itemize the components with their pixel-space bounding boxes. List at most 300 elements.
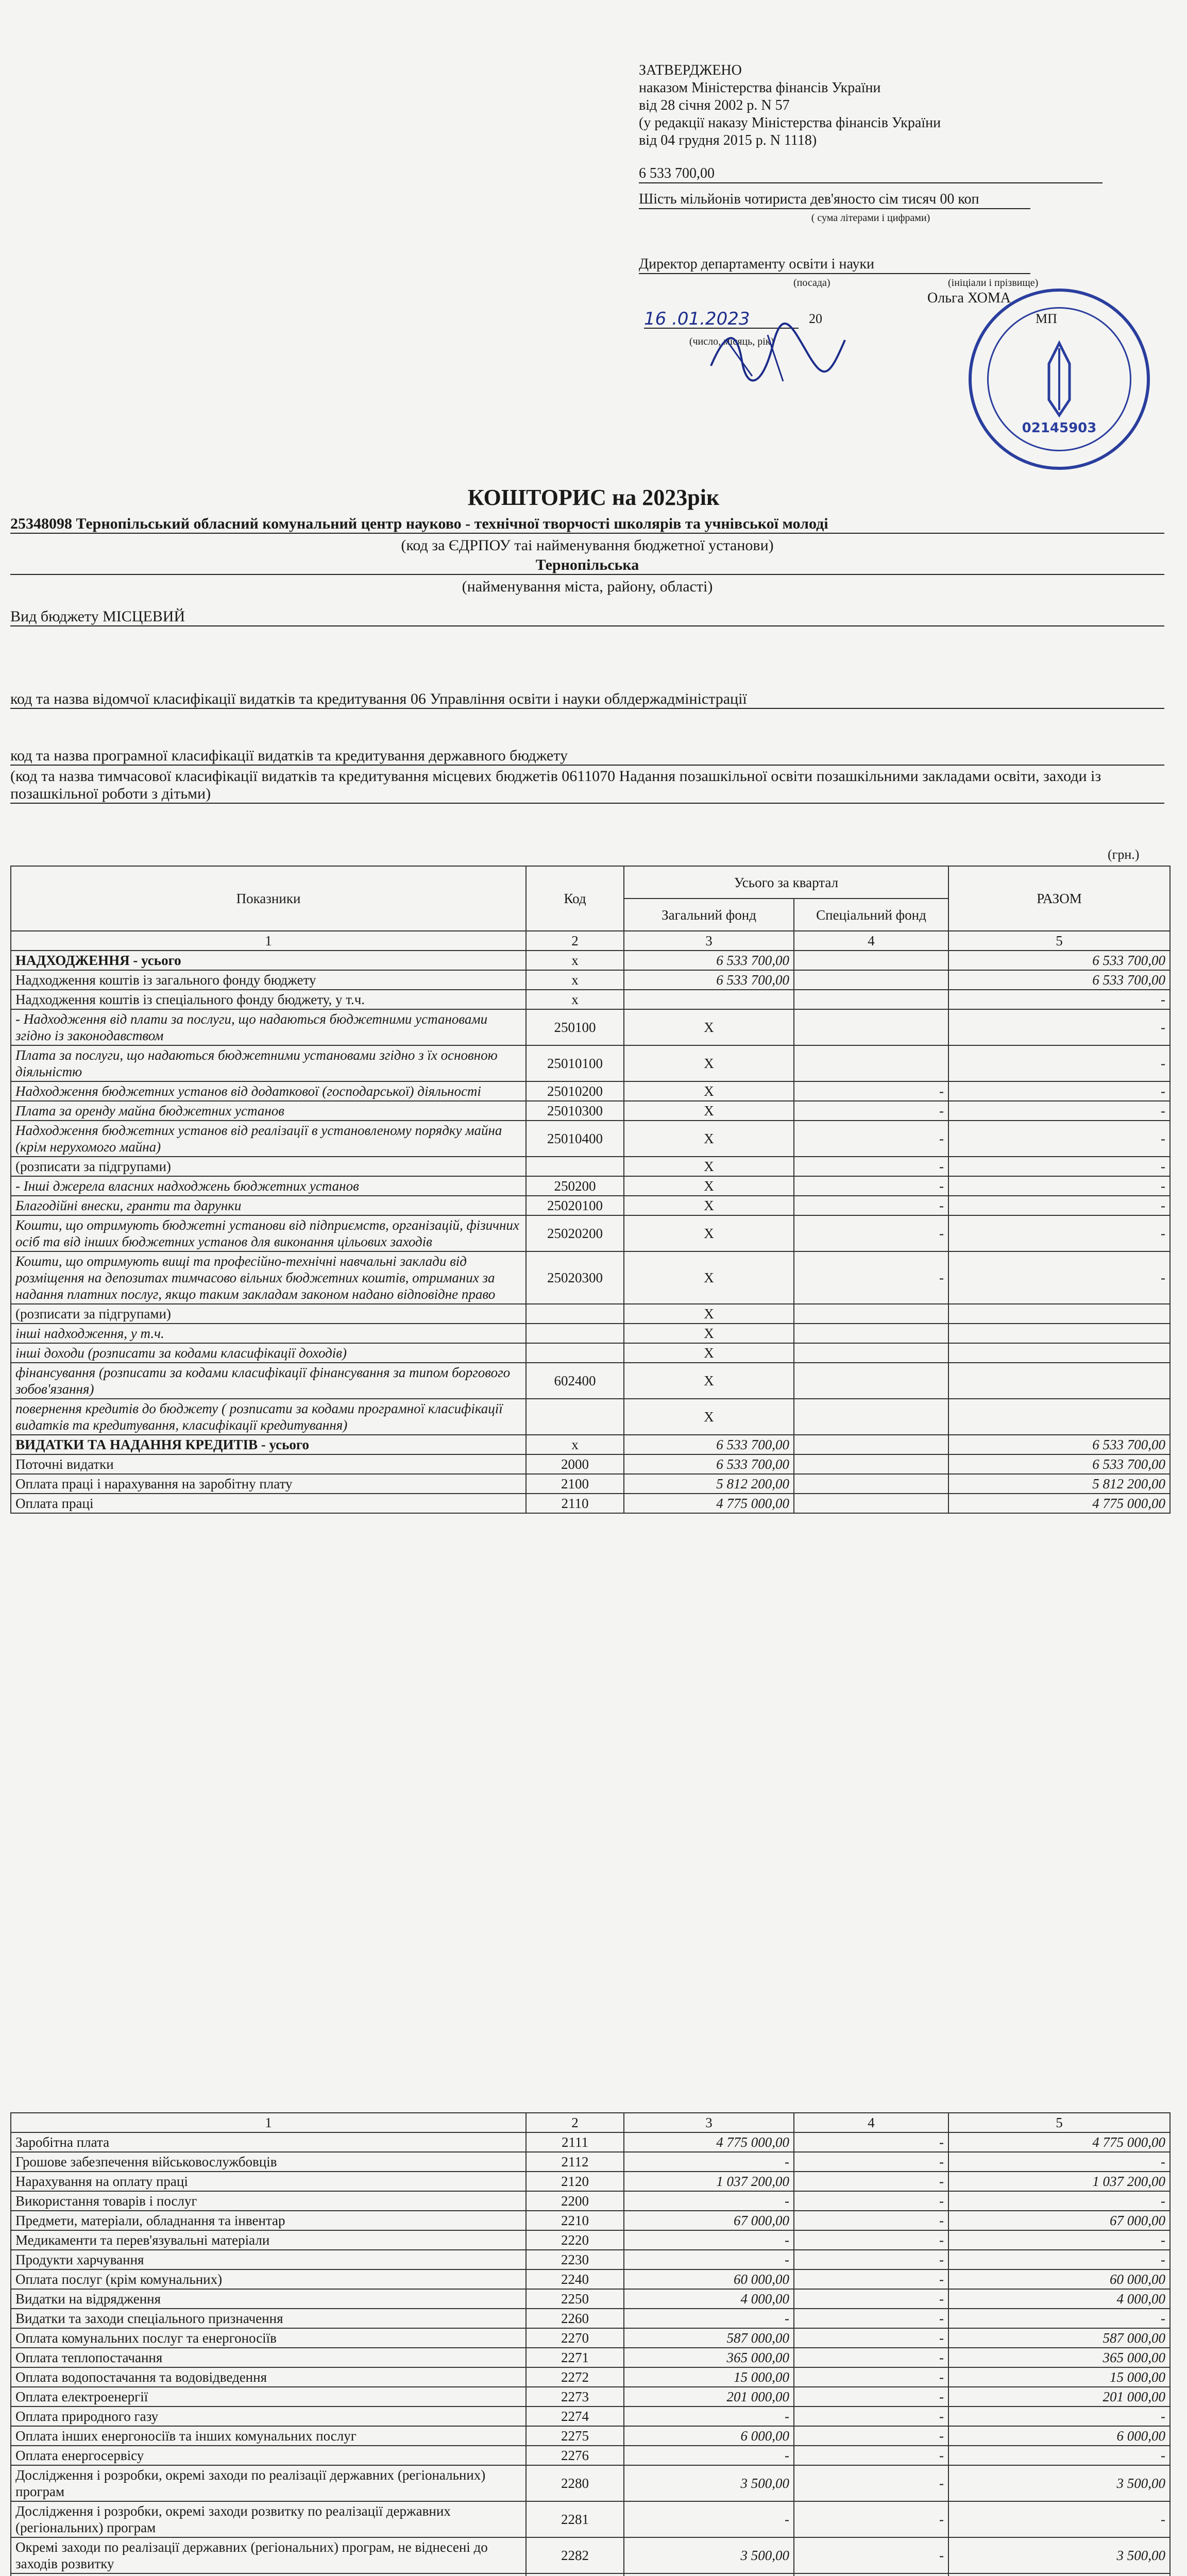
row-total: -	[948, 1157, 1170, 1176]
row-code: 2112	[526, 2152, 624, 2172]
row-general-fund: X	[624, 1157, 794, 1176]
row-code: 2220	[526, 2230, 624, 2250]
col2-num-5: 5	[948, 2113, 1170, 2132]
approval-date: 16 .01.2023	[644, 310, 799, 329]
row-code: x	[526, 1435, 624, 1454]
table-row	[11, 1435, 1170, 1454]
row-general-fund: X	[624, 1196, 794, 1215]
table-row	[11, 1474, 1170, 1494]
row-special-fund: -	[794, 2406, 948, 2426]
table-row	[11, 1399, 1170, 1435]
row-code: 2240	[526, 2269, 624, 2289]
row-code: 25020200	[526, 1215, 624, 1251]
row-total: -	[948, 1081, 1170, 1101]
row-code: 2272	[526, 2367, 624, 2387]
row-special-fund: -	[794, 1121, 948, 1157]
department-code: код та назва відомчої класифікації видатків та кредитування 06 Управління освіти і науки облдержадміністрації	[10, 690, 1164, 709]
row-general-fund: 4 775 000,00	[624, 1494, 794, 1513]
row-total: 15 000,00	[948, 2367, 1170, 2387]
program-code: код та назва програмної класифікації видатків та кредитування державного бюджету	[10, 747, 1164, 766]
row-code: 2282	[526, 2537, 624, 2573]
table-row	[11, 970, 1170, 990]
row-special-fund	[794, 1363, 948, 1399]
row-name: Оплата комунальних послуг та енергоносіїв	[11, 2328, 526, 2348]
header-sum: РАЗОМ	[948, 866, 1170, 931]
table-row	[11, 2348, 1170, 2367]
row-name: Оплата електроенергії	[11, 2387, 526, 2406]
approval-director: Директор департаменту освіти і науки	[639, 256, 1030, 274]
row-code: 2100	[526, 1474, 624, 1494]
col2-num-2: 2	[526, 2113, 624, 2132]
row-general-fund: X	[624, 1304, 794, 1324]
row-code: 25010400	[526, 1121, 624, 1157]
row-total	[948, 1363, 1170, 1399]
row-general-fund: X	[624, 1251, 794, 1304]
row-total: 365 000,00	[948, 2348, 1170, 2367]
row-total: 4 775 000,00	[948, 2132, 1170, 2152]
row-code: 2273	[526, 2387, 624, 2406]
row-total	[948, 2573, 1170, 2576]
row-general-fund: 6 533 700,00	[624, 1454, 794, 1474]
table-row	[11, 2465, 1170, 2501]
row-general-fund: 4 000,00	[624, 2289, 794, 2309]
row-total: -	[948, 2230, 1170, 2250]
table-row	[11, 1363, 1170, 1399]
row-general-fund: -	[624, 2446, 794, 2465]
row-special-fund: -	[794, 1176, 948, 1196]
row-special-fund	[794, 951, 948, 970]
row-code	[526, 2573, 624, 2576]
row-general-fund: X	[624, 1343, 794, 1363]
row-name: Поточні видатки	[11, 1454, 526, 1474]
row-total: 67 000,00	[948, 2211, 1170, 2230]
row-general-fund: -	[624, 2230, 794, 2250]
table-row	[11, 1304, 1170, 1324]
row-name: Оплата теплопостачання	[11, 2348, 526, 2367]
row-name: ВИДАТКИ ТА НАДАННЯ КРЕДИТІВ - усього	[11, 1435, 526, 1454]
row-general-fund: X	[624, 1399, 794, 1435]
row-code	[526, 1324, 624, 1343]
row-name: Кошти, що отримують вищі та професійно-технічні навчальні заклади від розміщення на депозитах тимчасово вільних бюджетних коштів, отриманих за надання платних послуг, якщо таким закладам законом надано відповідне право	[11, 1251, 526, 1304]
row-special-fund: -	[794, 2465, 948, 2501]
director-caption-left: (посада)	[793, 277, 830, 289]
row-total: 6 533 700,00	[948, 951, 1170, 970]
row-general-fund: 6 533 700,00	[624, 970, 794, 990]
row-code: 602400	[526, 1363, 624, 1399]
row-special-fund: -	[794, 1215, 948, 1251]
col-num-2: 2	[526, 931, 624, 951]
row-total: 6 533 700,00	[948, 970, 1170, 990]
row-special-fund: -	[794, 2269, 948, 2289]
approval-amount-words: Шість мільйонів чотириста дев'яносто сім тисяч 00 коп	[639, 191, 1030, 209]
row-general-fund: -	[624, 2501, 794, 2537]
table-row	[11, 990, 1170, 1009]
row-special-fund	[794, 1474, 948, 1494]
row-general-fund: X	[624, 1176, 794, 1196]
table-row	[11, 1494, 1170, 1513]
row-name: Грошове забезпечення військовослужбовців	[11, 2152, 526, 2172]
row-name: Надходження коштів із спеціального фонду бюджету, у т.ч.	[11, 990, 526, 1009]
row-total: 3 500,00	[948, 2465, 1170, 2501]
row-total: 4 775 000,00	[948, 1494, 1170, 1513]
row-general-fund: 3 500,00	[624, 2465, 794, 2501]
header-indicators: Показники	[11, 866, 526, 931]
table-row	[11, 2172, 1170, 2191]
approval-line-2: наказом Міністерства фінансів України	[639, 80, 881, 96]
approval-mp: МП	[1036, 311, 1057, 326]
row-general-fund: 67 000,00	[624, 2211, 794, 2230]
table-row	[11, 2387, 1170, 2406]
table-row	[11, 1324, 1170, 1343]
row-general-fund: X	[624, 1009, 794, 1045]
row-special-fund: -	[794, 2132, 948, 2152]
row-total: -	[948, 1101, 1170, 1121]
row-code: 2110	[526, 1494, 624, 1513]
row-general-fund: -	[624, 2309, 794, 2328]
row-name: інші доходи (розписати за кодами класифікації доходів)	[11, 1343, 526, 1363]
col-num-3: 3	[624, 931, 794, 951]
row-code: 2250	[526, 2289, 624, 2309]
col2-num-4: 4	[794, 2113, 948, 2132]
organization: 25348098 Тернопільський обласний комунальний центр науково - технічної творчості школярів та учнівської молоді	[10, 515, 1164, 534]
row-name: Оплата енергосервісу	[11, 2446, 526, 2465]
row-code: x	[526, 990, 624, 1009]
header-general-fund: Загальний фонд	[624, 899, 794, 931]
row-general-fund: 587 000,00	[624, 2328, 794, 2348]
row-name: НАДХОДЖЕННЯ - усього	[11, 951, 526, 970]
row-name: - Надходження від плати за послуги, що надаються бюджетними установами згідно із законодавством	[11, 1009, 526, 1045]
row-special-fund	[794, 970, 948, 990]
row-special-fund	[794, 1399, 948, 1435]
row-total: 4 000,00	[948, 2289, 1170, 2309]
table-row	[11, 2328, 1170, 2348]
row-special-fund: -	[794, 2348, 948, 2367]
row-name: Оплата водопостачання та водовідведення	[11, 2367, 526, 2387]
row-special-fund: -	[794, 2328, 948, 2348]
row-special-fund: -	[794, 1101, 948, 1121]
row-code: x	[526, 970, 624, 990]
row-general-fund: 1 037 200,00	[624, 2172, 794, 2191]
col2-num-1: 1	[11, 2113, 526, 2132]
table-row	[11, 951, 1170, 970]
row-special-fund: -	[794, 1157, 948, 1176]
row-name: Оплата природного газу	[11, 2406, 526, 2426]
row-code: 2275	[526, 2426, 624, 2446]
row-total: -	[948, 1045, 1170, 1081]
organization-caption: (код за ЄДРПОУ таі найменування бюджетної установи)	[401, 537, 774, 554]
approval-line-5: від 04 грудня 2015 р. N 1118)	[639, 132, 817, 148]
table-row	[11, 1176, 1170, 1196]
row-special-fund	[794, 990, 948, 1009]
row-general-fund	[624, 2573, 794, 2576]
row-code: 2120	[526, 2172, 624, 2191]
row-special-fund	[794, 1435, 948, 1454]
row-total	[948, 1399, 1170, 1435]
local-code: (код та назва тимчасової класифікації видатків та кредитування місцевих бюджетів 0611070 Надання позашкільної освіти позашкільними закладами освіти, заходи із позашкільної роботи з дітьми)	[10, 768, 1164, 804]
row-total: -	[948, 2501, 1170, 2537]
table-row	[11, 2406, 1170, 2426]
row-name: Плата за послуги, що надаються бюджетними установами згідно з їх основною діяльністю	[11, 1045, 526, 1081]
row-name: Кошти, що отримують бюджетні установи від підприємств, організацій, фізичних осіб та від інших бюджетних установ для виконання цільових заходів	[11, 1215, 526, 1251]
row-special-fund: -	[794, 1251, 948, 1304]
row-general-fund: 365 000,00	[624, 2348, 794, 2367]
row-name: Дослідження і розробки, окремі заходи розвитку по реалізації державних (регіональних) програм	[11, 2501, 526, 2537]
table-row	[11, 2367, 1170, 2387]
table-row	[11, 2269, 1170, 2289]
row-general-fund: -	[624, 2406, 794, 2426]
row-special-fund: -	[794, 2211, 948, 2230]
city: Тернопільська	[10, 556, 1164, 575]
row-general-fund: X	[624, 1081, 794, 1101]
row-code: 25020100	[526, 1196, 624, 1215]
row-name: Надходження бюджетних установ від реалізації в установленому порядку майна (крім нерухомого майна)	[11, 1121, 526, 1157]
row-name: Благодійні внески, гранти та дарунки	[11, 1196, 526, 1215]
table-row	[11, 2191, 1170, 2211]
row-code: 25020300	[526, 1251, 624, 1304]
row-total: 6 000,00	[948, 2426, 1170, 2446]
row-total: 6 533 700,00	[948, 1435, 1170, 1454]
row-name	[11, 2573, 526, 2576]
row-general-fund: X	[624, 1215, 794, 1251]
row-total: -	[948, 990, 1170, 1009]
row-code: 2000	[526, 1454, 624, 1474]
budget-type: Вид бюджету МІСЦЕВИЙ	[10, 608, 1164, 626]
row-name: Надходження коштів із загального фонду бюджету	[11, 970, 526, 990]
row-total: 1 037 200,00	[948, 2172, 1170, 2191]
row-code	[526, 1304, 624, 1324]
director-caption-right: (ініціали і прізвище)	[948, 277, 1039, 289]
col-num-1: 1	[11, 931, 526, 951]
row-general-fund: X	[624, 1045, 794, 1081]
row-total: 60 000,00	[948, 2269, 1170, 2289]
approval-year: 20	[809, 311, 822, 326]
row-special-fund: -	[794, 2501, 948, 2537]
row-code: 2270	[526, 2328, 624, 2348]
row-code: 25010100	[526, 1045, 624, 1081]
row-name: Нарахування на оплату праці	[11, 2172, 526, 2191]
table-row	[11, 2211, 1170, 2230]
row-name: Медикаменти та перев'язувальні матеріали	[11, 2230, 526, 2250]
row-total: -	[948, 1121, 1170, 1157]
row-code	[526, 1399, 624, 1435]
row-general-fund: 6 000,00	[624, 2426, 794, 2446]
approval-amount: 6 533 700,00	[639, 165, 1103, 183]
row-code: 2274	[526, 2406, 624, 2426]
row-code: 2271	[526, 2348, 624, 2367]
row-special-fund: -	[794, 2172, 948, 2191]
row-name: Предмети, матеріали, обладнання та інвентар	[11, 2211, 526, 2230]
row-name: Оплата інших енергоносіїв та інших комунальних послуг	[11, 2426, 526, 2446]
row-total: -	[948, 2191, 1170, 2211]
row-total: 6 533 700,00	[948, 1454, 1170, 1474]
top-stamp-code: 02145903	[1022, 420, 1097, 436]
table-row	[11, 2446, 1170, 2465]
row-total: -	[948, 2250, 1170, 2269]
row-special-fund	[794, 1304, 948, 1324]
table-row	[11, 1454, 1170, 1474]
row-name: Видатки на відрядження	[11, 2289, 526, 2309]
row-general-fund: 15 000,00	[624, 2367, 794, 2387]
row-name: - Інші джерела власних надходжень бюджетних установ	[11, 1176, 526, 1196]
row-special-fund: -	[794, 2446, 948, 2465]
row-code	[526, 1157, 624, 1176]
row-special-fund	[794, 2573, 948, 2576]
row-total: -	[948, 2309, 1170, 2328]
row-special-fund	[794, 1343, 948, 1363]
table-row	[11, 1009, 1170, 1045]
row-general-fund: X	[624, 1101, 794, 1121]
row-general-fund: 3 500,00	[624, 2537, 794, 2573]
row-special-fund: -	[794, 2191, 948, 2211]
table-row	[11, 1251, 1170, 1304]
table-row	[11, 1121, 1170, 1157]
col2-num-3: 3	[624, 2113, 794, 2132]
row-code: 2210	[526, 2211, 624, 2230]
row-total: -	[948, 2152, 1170, 2172]
approval-line-1: ЗАТВЕРДЖЕНО	[639, 62, 742, 78]
row-code: 25010300	[526, 1101, 624, 1121]
row-special-fund: -	[794, 2309, 948, 2328]
estimate-table-part2	[10, 2112, 1171, 2576]
row-name: Використання товарів і послуг	[11, 2191, 526, 2211]
row-code: 2260	[526, 2309, 624, 2328]
row-name: Оплата праці і нарахування на заробітну плату	[11, 1474, 526, 1494]
row-name: (розписати за підгрупами)	[11, 1157, 526, 1176]
row-special-fund: -	[794, 1081, 948, 1101]
row-general-fund	[624, 990, 794, 1009]
row-name: Плата за оренду майна бюджетних установ	[11, 1101, 526, 1121]
table-row	[11, 1343, 1170, 1363]
row-code	[526, 1343, 624, 1363]
row-total: -	[948, 1251, 1170, 1304]
row-name: фінансування (розписати за кодами класифікації фінансування за типом боргового зобов'язання)	[11, 1363, 526, 1399]
row-general-fund: X	[624, 1121, 794, 1157]
table-row	[11, 2289, 1170, 2309]
row-total: -	[948, 1196, 1170, 1215]
row-code: 2280	[526, 2465, 624, 2501]
row-name: Продукти харчування	[11, 2250, 526, 2269]
table-row	[11, 2426, 1170, 2446]
approval-line-4: (у редакції наказу Міністерства фінансів України	[639, 115, 941, 131]
row-code: 2281	[526, 2501, 624, 2537]
table-row	[11, 2250, 1170, 2269]
table-row	[11, 2573, 1170, 2576]
row-total: 201 000,00	[948, 2387, 1170, 2406]
row-total: -	[948, 2406, 1170, 2426]
row-special-fund	[794, 1045, 948, 1081]
row-general-fund: X	[624, 1363, 794, 1399]
row-general-fund: X	[624, 1324, 794, 1343]
row-name: Оплата праці	[11, 1494, 526, 1513]
row-general-fund: -	[624, 2191, 794, 2211]
row-special-fund	[794, 1324, 948, 1343]
row-total: -	[948, 1176, 1170, 1196]
row-general-fund: -	[624, 2250, 794, 2269]
row-special-fund: -	[794, 2250, 948, 2269]
row-special-fund: -	[794, 2289, 948, 2309]
table-row	[11, 1101, 1170, 1121]
city-caption: (найменування міста, району, області)	[462, 578, 713, 595]
row-special-fund	[794, 1494, 948, 1513]
row-total: -	[948, 1215, 1170, 1251]
currency-note: (грн.)	[1108, 847, 1140, 862]
row-general-fund: 4 775 000,00	[624, 2132, 794, 2152]
row-name: повернення кредитів до бюджету ( розписати за кодами програмної класифікації видатків та кредитування, класифікації кредитування)	[11, 1399, 526, 1435]
row-name: Оплата послуг (крім комунальних)	[11, 2269, 526, 2289]
row-special-fund	[794, 1009, 948, 1045]
director-name: Ольга ХОМА	[927, 290, 1011, 306]
department-stamp	[969, 289, 1150, 470]
row-code: 2230	[526, 2250, 624, 2269]
row-code: 250200	[526, 1176, 624, 1196]
table-row	[11, 1215, 1170, 1251]
row-special-fund: -	[794, 2537, 948, 2573]
table-row	[11, 2152, 1170, 2172]
table-row	[11, 2132, 1170, 2152]
row-special-fund: -	[794, 2367, 948, 2387]
table-row	[11, 2537, 1170, 2573]
row-name: (розписати за підгрупами)	[11, 1304, 526, 1324]
row-total: -	[948, 1009, 1170, 1045]
row-special-fund: -	[794, 2387, 948, 2406]
table-row	[11, 1157, 1170, 1176]
row-total: -	[948, 2446, 1170, 2465]
row-general-fund: 6 533 700,00	[624, 951, 794, 970]
row-code: 2200	[526, 2191, 624, 2211]
row-total	[948, 1304, 1170, 1324]
table-row	[11, 2501, 1170, 2537]
row-total: 5 812 200,00	[948, 1474, 1170, 1494]
row-special-fund: -	[794, 2152, 948, 2172]
row-code: 2111	[526, 2132, 624, 2152]
row-code: 25010200	[526, 1081, 624, 1101]
table-row	[11, 1045, 1170, 1081]
row-name: інші надходження, у т.ч.	[11, 1324, 526, 1343]
row-general-fund: -	[624, 2152, 794, 2172]
row-general-fund: 60 000,00	[624, 2269, 794, 2289]
row-name: Надходження бюджетних установ від додаткової (господарської) діяльності	[11, 1081, 526, 1101]
table-row	[11, 2309, 1170, 2328]
row-special-fund	[794, 1454, 948, 1474]
table-row	[11, 1081, 1170, 1101]
approval-line-3: від 28 січня 2002 р. N 57	[639, 97, 790, 113]
col-num-5: 5	[948, 931, 1170, 951]
table-row	[11, 2230, 1170, 2250]
row-total: 3 500,00	[948, 2537, 1170, 2573]
row-name: Дослідження і розробки, окремі заходи по реалізації державних (регіональних) програм	[11, 2465, 526, 2501]
row-special-fund: -	[794, 2426, 948, 2446]
row-code: 250100	[526, 1009, 624, 1045]
row-name: Видатки та заходи спеціального призначення	[11, 2309, 526, 2328]
row-name: Окремі заходи по реалізації державних (регіональних) програм, не віднесені до заходів розвитку	[11, 2537, 526, 2573]
row-total: 587 000,00	[948, 2328, 1170, 2348]
row-code: x	[526, 951, 624, 970]
approval-date-caption: (число, місяць, рік)	[689, 336, 774, 347]
row-code: 2276	[526, 2446, 624, 2465]
row-general-fund: 6 533 700,00	[624, 1435, 794, 1454]
header-code: Код	[526, 866, 624, 931]
row-name: Заробітна плата	[11, 2132, 526, 2152]
row-general-fund: 5 812 200,00	[624, 1474, 794, 1494]
col-num-4: 4	[794, 931, 948, 951]
estimate-table-part1	[10, 866, 1171, 1514]
header-special-fund: Спеціальний фонд	[794, 899, 948, 931]
row-special-fund: -	[794, 2230, 948, 2250]
approval-amount-caption: ( сума літерами і цифрами)	[811, 212, 930, 224]
row-total	[948, 1343, 1170, 1363]
document-title: КОШТОРИС на 2023рік	[467, 485, 720, 510]
row-total	[948, 1324, 1170, 1343]
